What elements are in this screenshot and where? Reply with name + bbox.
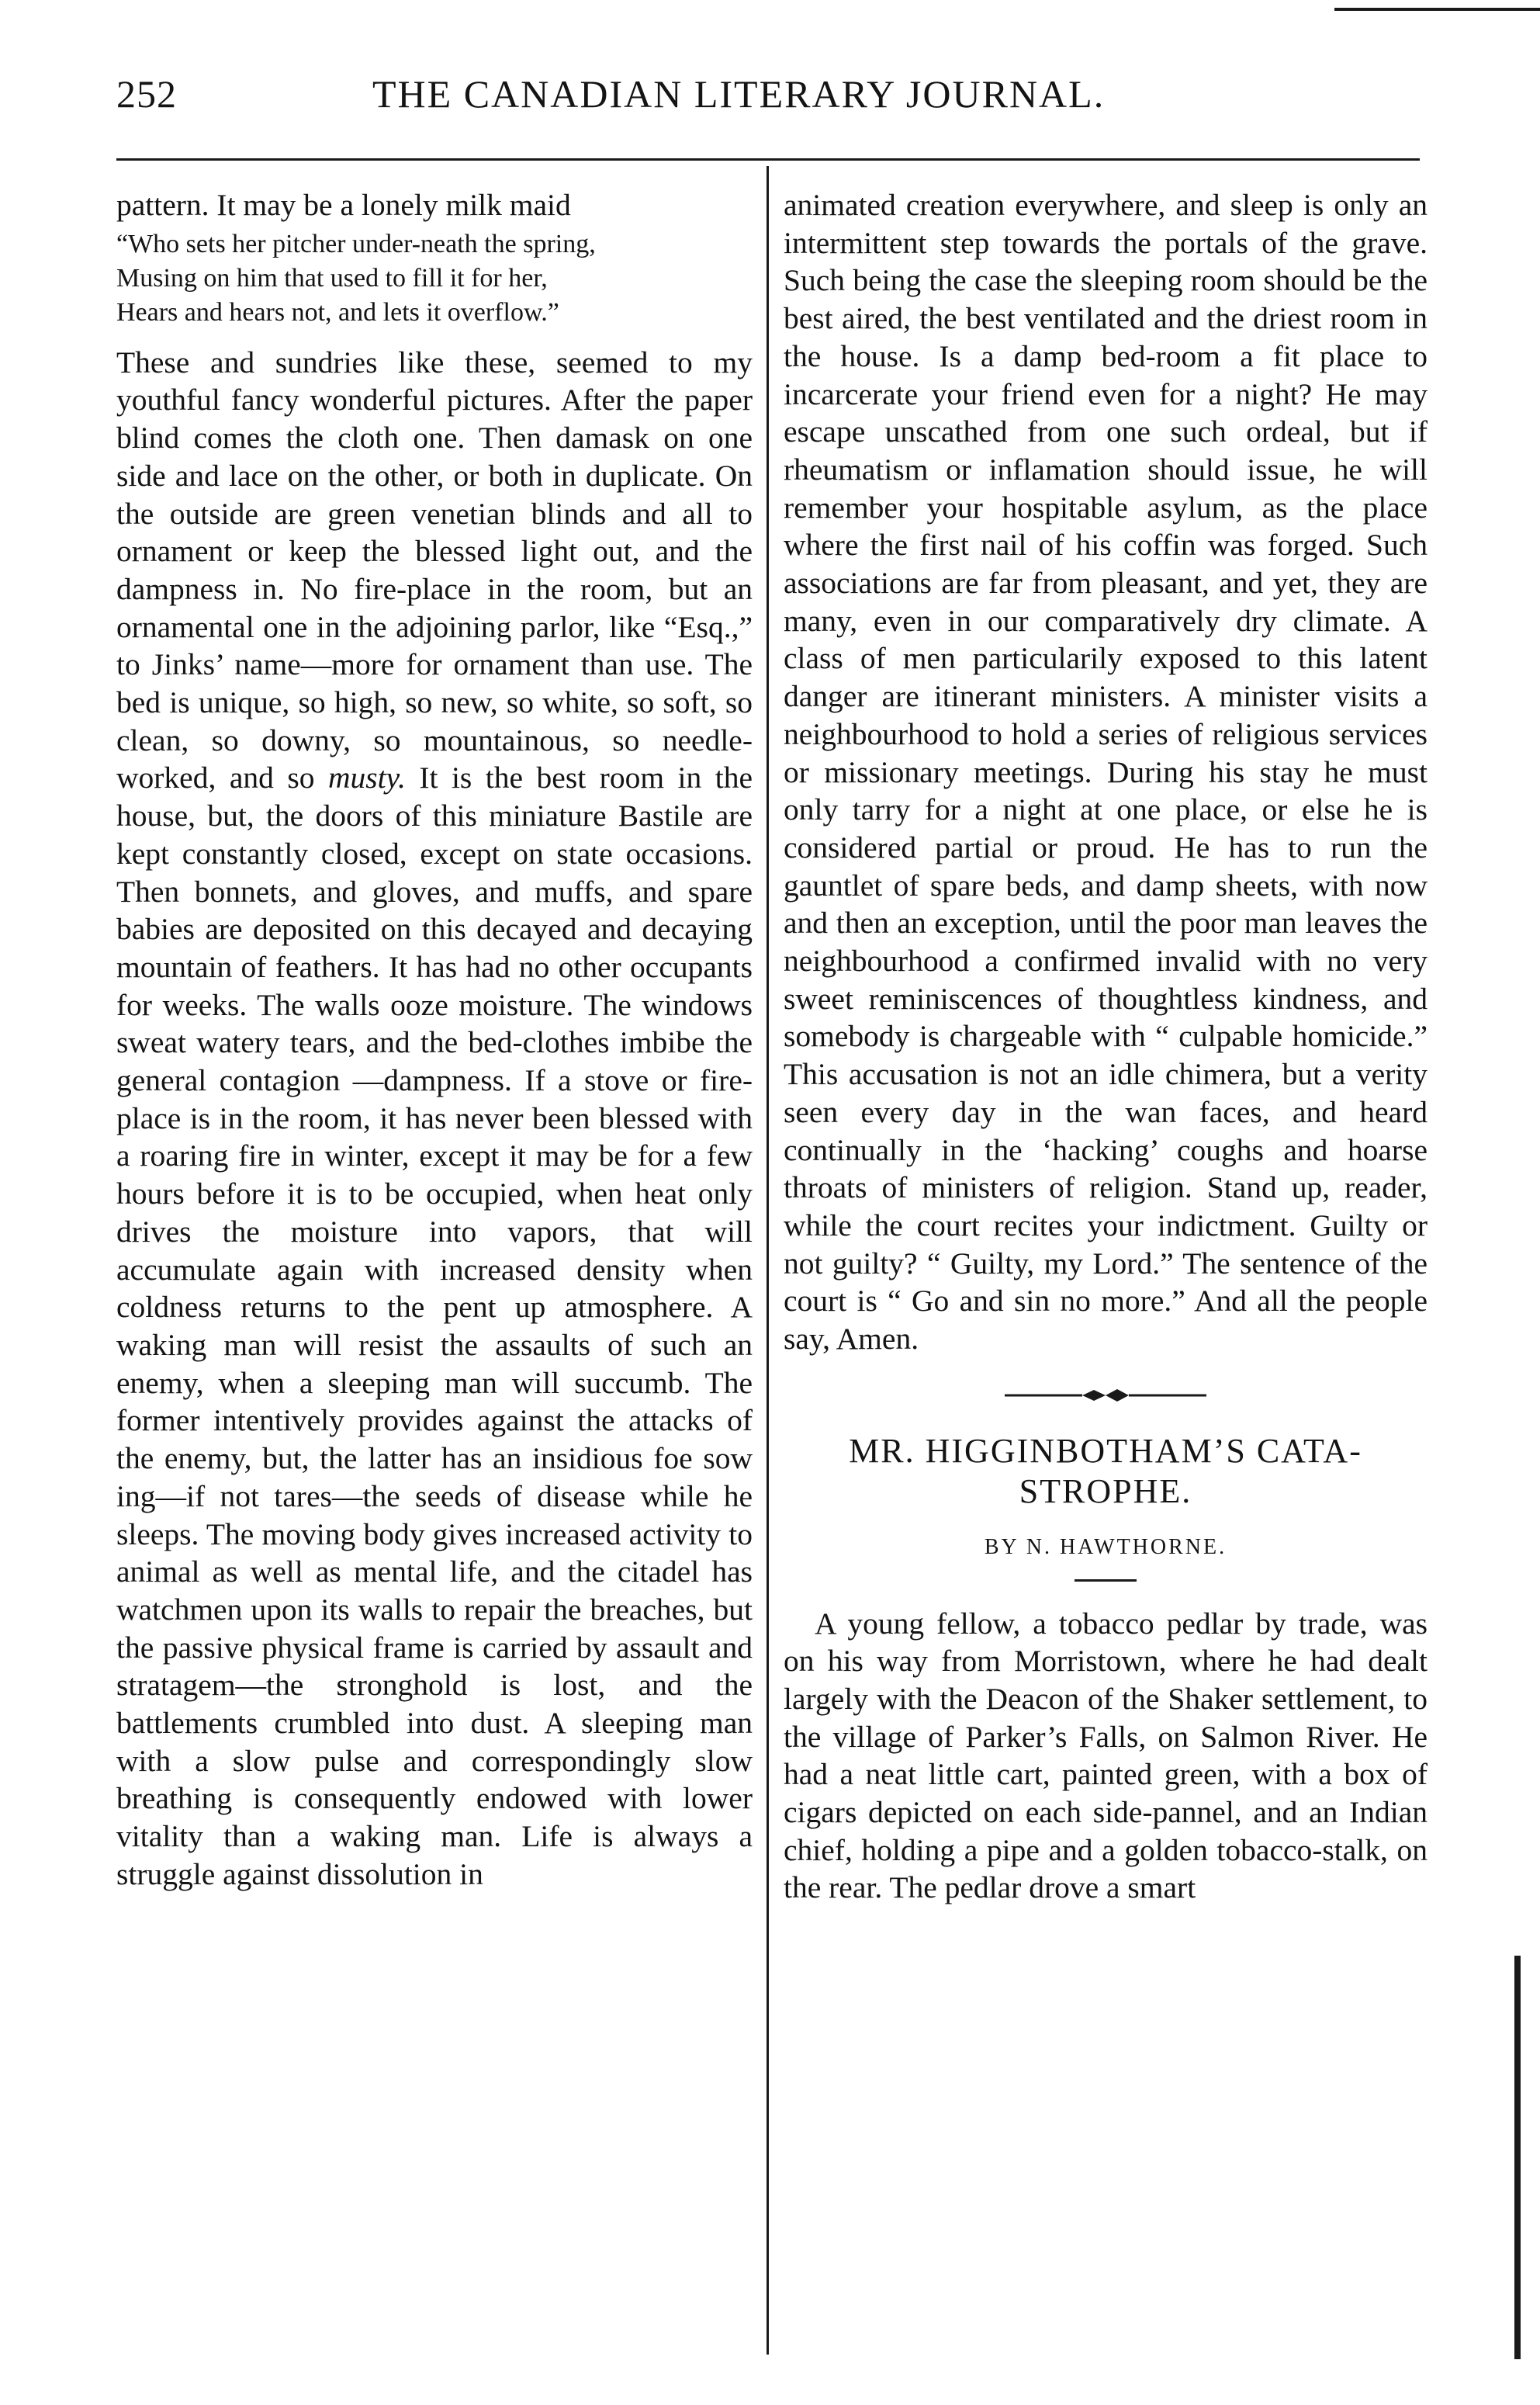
scan-edge-mark: [1514, 1956, 1521, 2359]
article-title-line: MR. HIGGINBOTHAM’S CATA-: [849, 1431, 1362, 1470]
page-number: 252: [116, 72, 177, 116]
verse-line: “Who sets her pitcher under-neath the spring,: [116, 229, 596, 258]
story-opening-paragraph: A young fellow, a tobacco pedlar by trade, was on his way from Morristown, where he had dealt largely with the Deacon of the Shaker settlement, to the village of Parker’s Falls, on Salmon River. He had a neat little cart, painted green, with a box of cigars depicted on each side-pannel, and an Indian chief, holding a pipe and a golden tobacco-stalk, on the rear. The pedlar drove a smart: [784, 1606, 1428, 1905]
verse-quote: [116, 227, 753, 330]
column-divider: [767, 166, 769, 2355]
byline: BY N. HAWTHORNE.: [984, 1534, 1227, 1559]
article-title: [784, 1431, 1428, 1512]
right-column: [784, 186, 1428, 1907]
left-paragraph-opening: pattern. It may be a lonely milk maid: [116, 188, 571, 222]
left-paragraph-body: [116, 344, 753, 1894]
left-column: [116, 186, 753, 1894]
verse-line: Musing on him that used to fill it for her,: [116, 263, 548, 293]
journal-title: THE CANADIAN LITERARY JOURNAL.: [372, 72, 1106, 116]
verse-line: Hears and hears not, and lets it overflow.”: [116, 297, 559, 327]
byline-rule: [1075, 1579, 1137, 1582]
header-rule: [116, 158, 1420, 161]
body-text: These and sundries like these, seemed to my youthful fancy wonderful pictures. After the paper blind comes the cloth one. Then damask on one side and lace on the other, or both in duplicate. On the outside are green venetian blinds and all to ornament or keep the blessed light out, and the dampness in. No fire-place in the room, but an ornamental one in the adjoining parlor, like “Esq.,” to Jinks’ name—more for ornament than use. The bed is unique, so high, so new, so white, so soft, so clean, so downy, so mountainous, so needle-worked, and so: [116, 345, 753, 795]
italic-word: musty.: [327, 761, 406, 795]
right-paragraph-closing: animated creation everywhere, and sleep is only an intermittent step towards the portals of the grave. Such being the case the sleeping room should be the best aired, the best ventilated and the driest room in the house. Is a damp bed-room a fit place to incarcerate your friend even for a night? He may escape unscathed from one such ordeal, but if rheumatism or inflamation should issue, he will remember your hospitable asylum, as the place where the first nail of his coffin was forged. Such associations are far from pleasant, and yet, they are many, even in our comparatively dry climate. A class of men particularily exposed to this latent danger are itinerant ministers. A minister visits a neighbourhood to hold a series of religious services or missionary meetings. During his stay he must only tarry for a night at one place, or else he is considered partial or proud. He has to run the gauntlet of spare beds, and damp sheets, with now and then an exception, until the poor man leaves the neighbourhood a confirmed invalid with no very sweet reminiscences of thoughtless kindness, and somebody is chargeable with “ culpable homicide.” This accusation is not an idle chimera, but a verity seen every day in the wan faces, and heard continually in the ‘hacking’ coughs and hoarse throats of ministers of religion. Stand up, reader, while the court recites your indictment. Guilty or not guilty? “ Guilty, my Lord.” The sentence of the court is “ Go and sin no more.” And all the people say, Amen.: [784, 188, 1428, 1357]
scan-edge-mark: [1334, 8, 1540, 11]
article-title-line: STROPHE.: [1019, 1471, 1192, 1510]
running-head: [116, 71, 1420, 133]
section-ornament-icon: [1005, 1386, 1206, 1405]
body-text: It is the best room in the house, but, the doors of this miniature Bastile are kept constantly closed, except on state occasions. Then bonnets, and gloves, and muffs, and spare babies are deposited on this decayed and decaying mountain of feathers. It has had no other occupants for weeks. The walls ooze moisture. The windows sweat watery tears, and the bed-clothes imbibe the general contagion —dampness. If a stove or fire-place is in the room, it has never been blessed with a roaring fire in winter, except it may be for a few hours before it is to be occupied, when heat only drives the moisture into vapors, that will accumulate again with increased density when coldness returns to the pent up atmosphere. A waking man will resist the assaults of such an enemy, when a sleeping man will succumb. The former intentively provides against the attacks of the enemy, but, the latter has an insidious foe sow ing—if not tares—the seeds of disease while he sleeps. The moving body gives increased activity to animal as well as mental life, and the citadel has watchmen upon its walls to repair the breaches, but the passive physical frame is carried by assault and stratagem—the stronghold is lost, and the battlements crumbled into dust. A sleeping man with a slow pulse and correspondingly slow breathing is consequently endowed with lower vitality than a waking man. Life is always a struggle against dissolution in: [116, 761, 753, 1891]
